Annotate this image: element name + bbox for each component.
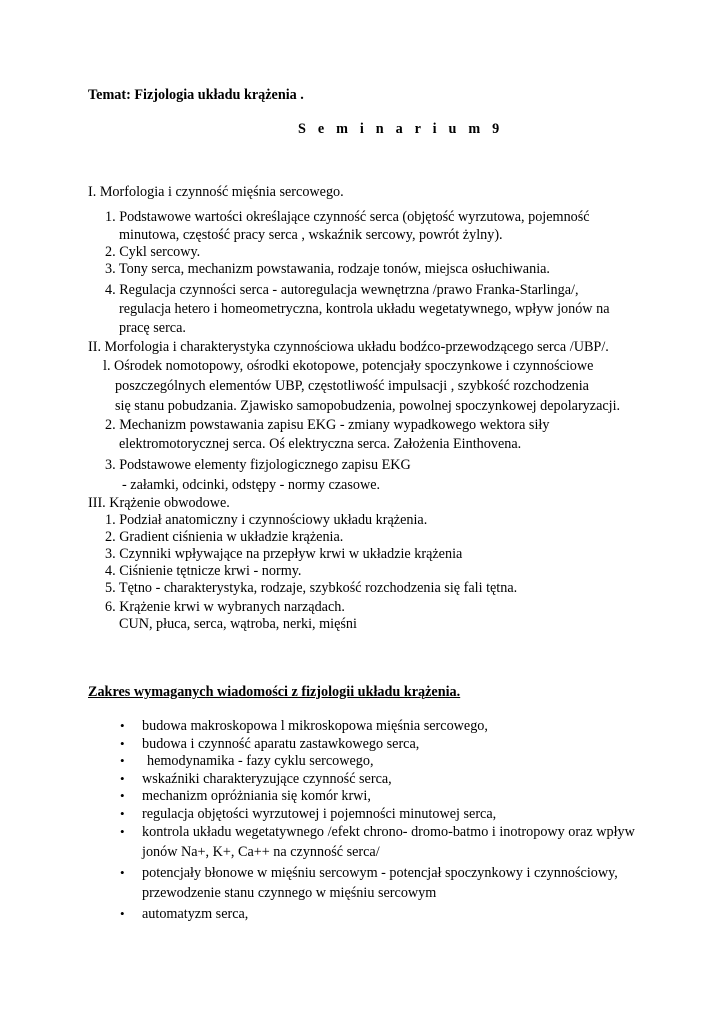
seminar-number: S e m i n a r i u m 9	[298, 121, 504, 137]
section-1-title: I. Morfologia i czynność mięśnia sercowego.	[88, 184, 344, 200]
list-item: 2. Cykl sercowy.	[105, 244, 201, 260]
list-item-continuation: minutowa, częstość pracy serca , wskaźnik sercowy, powrót żylny).	[119, 227, 503, 243]
bullet-icon: •	[120, 753, 125, 768]
scope-item-continuation: przewodzenie stanu czynnego w mięśniu sercowym	[142, 885, 437, 901]
section-3-title: III. Krążenie obwodowe.	[88, 495, 230, 511]
scope-item: budowa i czynność aparatu zastawkowego serca,	[142, 736, 420, 752]
list-item: l. Ośrodek nomotopowy, ośrodki ekotopowe, potencjały spoczynkowe i czynnościowe	[103, 358, 594, 374]
scope-item: potencjały błonowe w mięśniu sercowym - potencjał spoczynkowy i czynnościowy,	[142, 865, 618, 881]
bullet-icon: •	[120, 865, 125, 880]
scope-item: hemodynamika - fazy cyklu sercowego,	[147, 753, 374, 769]
bullet-icon: •	[120, 736, 125, 751]
scope-item: automatyzm serca,	[142, 906, 249, 922]
list-item: 4. Regulacja czynności serca - autoregulacja wewnętrzna /prawo Franka-Starlinga/,	[105, 282, 579, 298]
bullet-icon: •	[120, 906, 125, 921]
list-item: 4. Ciśnienie tętnicze krwi - normy.	[105, 563, 302, 579]
document-topic: Temat: Fizjologia układu krążenia .	[88, 87, 304, 103]
list-item-continuation: poszczególnych elementów UBP, częstotliwość impulsacji , szybkość rozchodzenia	[115, 378, 589, 394]
bullet-icon: •	[120, 806, 125, 821]
list-item: 1. Podstawowe wartości określające czynność serca (objętość wyrzutowa, pojemność	[105, 209, 590, 225]
bullet-icon: •	[120, 718, 125, 733]
list-item: 1. Podział anatomiczny i czynnościowy układu krążenia.	[105, 512, 428, 528]
list-item: 3. Czynniki wpływające na przepływ krwi w układzie krążenia	[105, 546, 463, 562]
section-2-title: II. Morfologia i charakterystyka czynnościowa układu bodźco-przewodzącego serca /UBP/.	[88, 339, 609, 355]
list-item: 5. Tętno - charakterystyka, rodzaje, szybkość rozchodzenia się fali tętna.	[105, 580, 518, 596]
list-item-continuation: - załamki, odcinki, odstępy - normy czasowe.	[122, 477, 381, 493]
list-item-continuation: CUN, płuca, serca, wątroba, nerki, mięśni	[119, 616, 357, 632]
scope-item: budowa makroskopowa l mikroskopowa mięśnia sercowego,	[142, 718, 488, 734]
list-item: 3. Podstawowe elementy fizjologicznego zapisu EKG	[105, 457, 411, 473]
bullet-icon: •	[120, 788, 125, 803]
scope-item: kontrola układu wegetatywnego /efekt chrono- dromo-batmo i inotropowy oraz wpływ	[142, 824, 635, 840]
scope-title: Zakres wymaganych wiadomości z fizjologii układu krążenia.	[88, 684, 461, 700]
scope-item: wskaźniki charakteryzujące czynność serca,	[142, 771, 392, 787]
list-item: 3. Tony serca, mechanizm powstawania, rodzaje tonów, miejsca osłuchiwania.	[105, 261, 550, 277]
bullet-icon: •	[120, 824, 125, 839]
bullet-icon: •	[120, 771, 125, 786]
list-item-continuation: się stanu pobudzania. Zjawisko samopobudzenia, powolnej spoczynkowej depolaryzacji.	[115, 398, 621, 414]
scope-item-continuation: jonów Na+, K+, Ca++ na czynność serca/	[142, 844, 380, 860]
list-item-continuation: elektromotorycznej serca. Oś elektryczna serca. Założenia Einthovena.	[119, 436, 522, 452]
list-item: 2. Gradient ciśnienia w układzie krążenia.	[105, 529, 344, 545]
list-item-continuation: regulacja hetero i homeometryczna, kontrola układu wegetatywnego, wpływ jonów na	[119, 301, 610, 317]
list-item: 6. Krążenie krwi w wybranych narządach.	[105, 599, 345, 615]
scope-item: mechanizm opróżniania się komór krwi,	[142, 788, 371, 804]
list-item-continuation: pracę serca.	[119, 320, 186, 336]
scope-item: regulacja objętości wyrzutowej i pojemności minutowej serca,	[142, 806, 497, 822]
list-item: 2. Mechanizm powstawania zapisu EKG - zmiany wypadkowego wektora siły	[105, 417, 550, 433]
